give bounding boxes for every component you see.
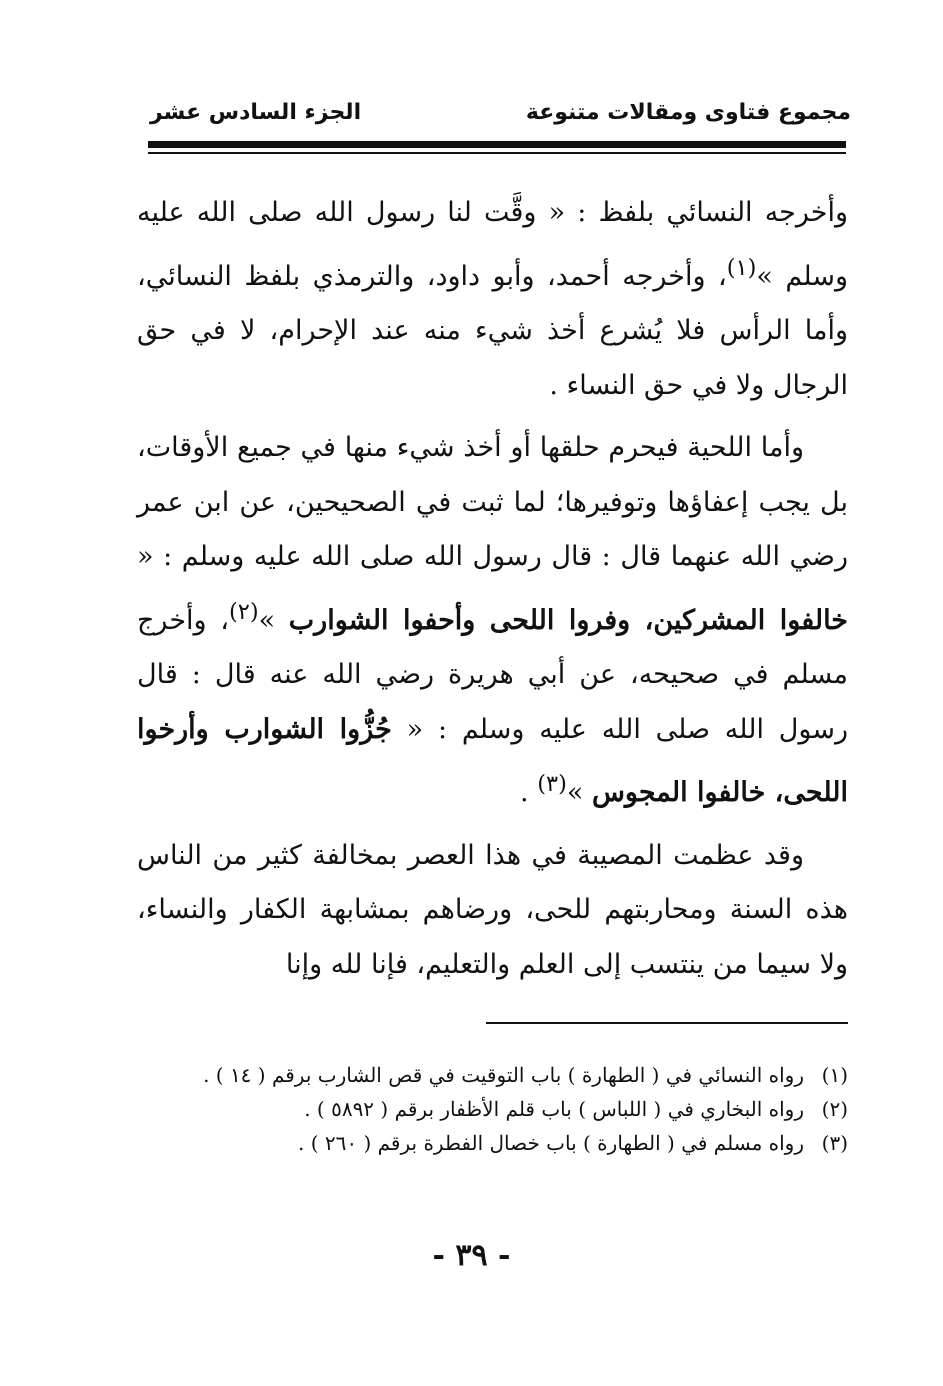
text-run: وأما اللحية فيحرم حلقها أو أخذ شيء منها في جميع الأوقات، بل يجب إعفاؤها وتوفيرها؛ لما ثبت في الصحيحين، عن ابن عمر رضي الله عنهما قال : قال رسول الله صلى الله عليه وسلم : « (137, 432, 848, 572)
header-rule-thin (148, 152, 846, 154)
text-run: » (566, 777, 592, 808)
text-run: وأخرجه النسائي بلفظ : « وقَّت لنا رسول الله صلى الله عليه وسلم » (137, 197, 848, 292)
footnotes (132, 1058, 848, 1160)
footnote-text: رواه النسائي في ( الطهارة ) باب التوقيت في قص الشارب برقم ( ١٤ ) . (203, 1063, 804, 1087)
footnote-3 (132, 1126, 848, 1160)
volume-label: الجزء السادس عشر (150, 100, 362, 125)
footnote-ref-2: (٢) (228, 598, 259, 625)
text-run: » (258, 604, 289, 636)
hadith-quote-1: خالفوا المشركين، وفروا اللحى وأحفوا الشوارب (288, 604, 848, 636)
footnote-ref-1: (١) (726, 254, 757, 281)
footnote-1 (132, 1058, 848, 1092)
footnote-ref-3: (٣) (537, 771, 567, 797)
paragraph-2 (137, 421, 848, 821)
footnote-number: (٢) (821, 1097, 848, 1121)
header-rule-thick (148, 141, 846, 148)
text-run: ، وأخرجه أحمد، وأبو داود، والترمذي بلفظ النسائي، وأما الرأس فلا يُشرع أخذ شيء منه عند الإحرام، لا في حق الرجال ولا في حق النساء . (137, 260, 848, 401)
page-number: - ٣٩ - (432, 1238, 511, 1273)
footnote-text: رواه البخاري في ( اللباس ) باب قلم الأظفار برقم ( ٥٨٩٢ ) . (304, 1097, 804, 1121)
text-run: . (520, 777, 538, 808)
main-text (137, 186, 848, 1000)
footnote-separator (486, 1022, 848, 1024)
footnote-2 (132, 1092, 848, 1126)
hadith-quote-2: جُزُّوا الشوارب وأرخوا اللحى، خالفوا المجوس (137, 713, 848, 808)
footnote-number: (١) (821, 1063, 848, 1087)
footnote-number: (٣) (821, 1131, 848, 1155)
paragraph-1 (137, 186, 848, 413)
footnote-text: رواه مسلم في ( الطهارة ) باب خصال الفطرة برقم ( ٢٦٠ ) . (297, 1131, 804, 1155)
book-title: مجموع فتاوى ومقالات متنوعة (525, 100, 851, 125)
text-run: ، وأخرج مسلم في صحيحه، عن أبي هريرة رضي الله عنه قال : قال رسول الله صلى الله عليه وسلم : « (137, 604, 848, 745)
paragraph-3: وقد عظمت المصيبة في هذا العصر بمخالفة كثير من الناس هذه السنة ومحاربتهم للحى، ورضاهم بمشابهة الكفار والنساء، ولا سيما من ينتسب إلى العلم والتعليم، فإنا لله وإنا (137, 839, 848, 980)
